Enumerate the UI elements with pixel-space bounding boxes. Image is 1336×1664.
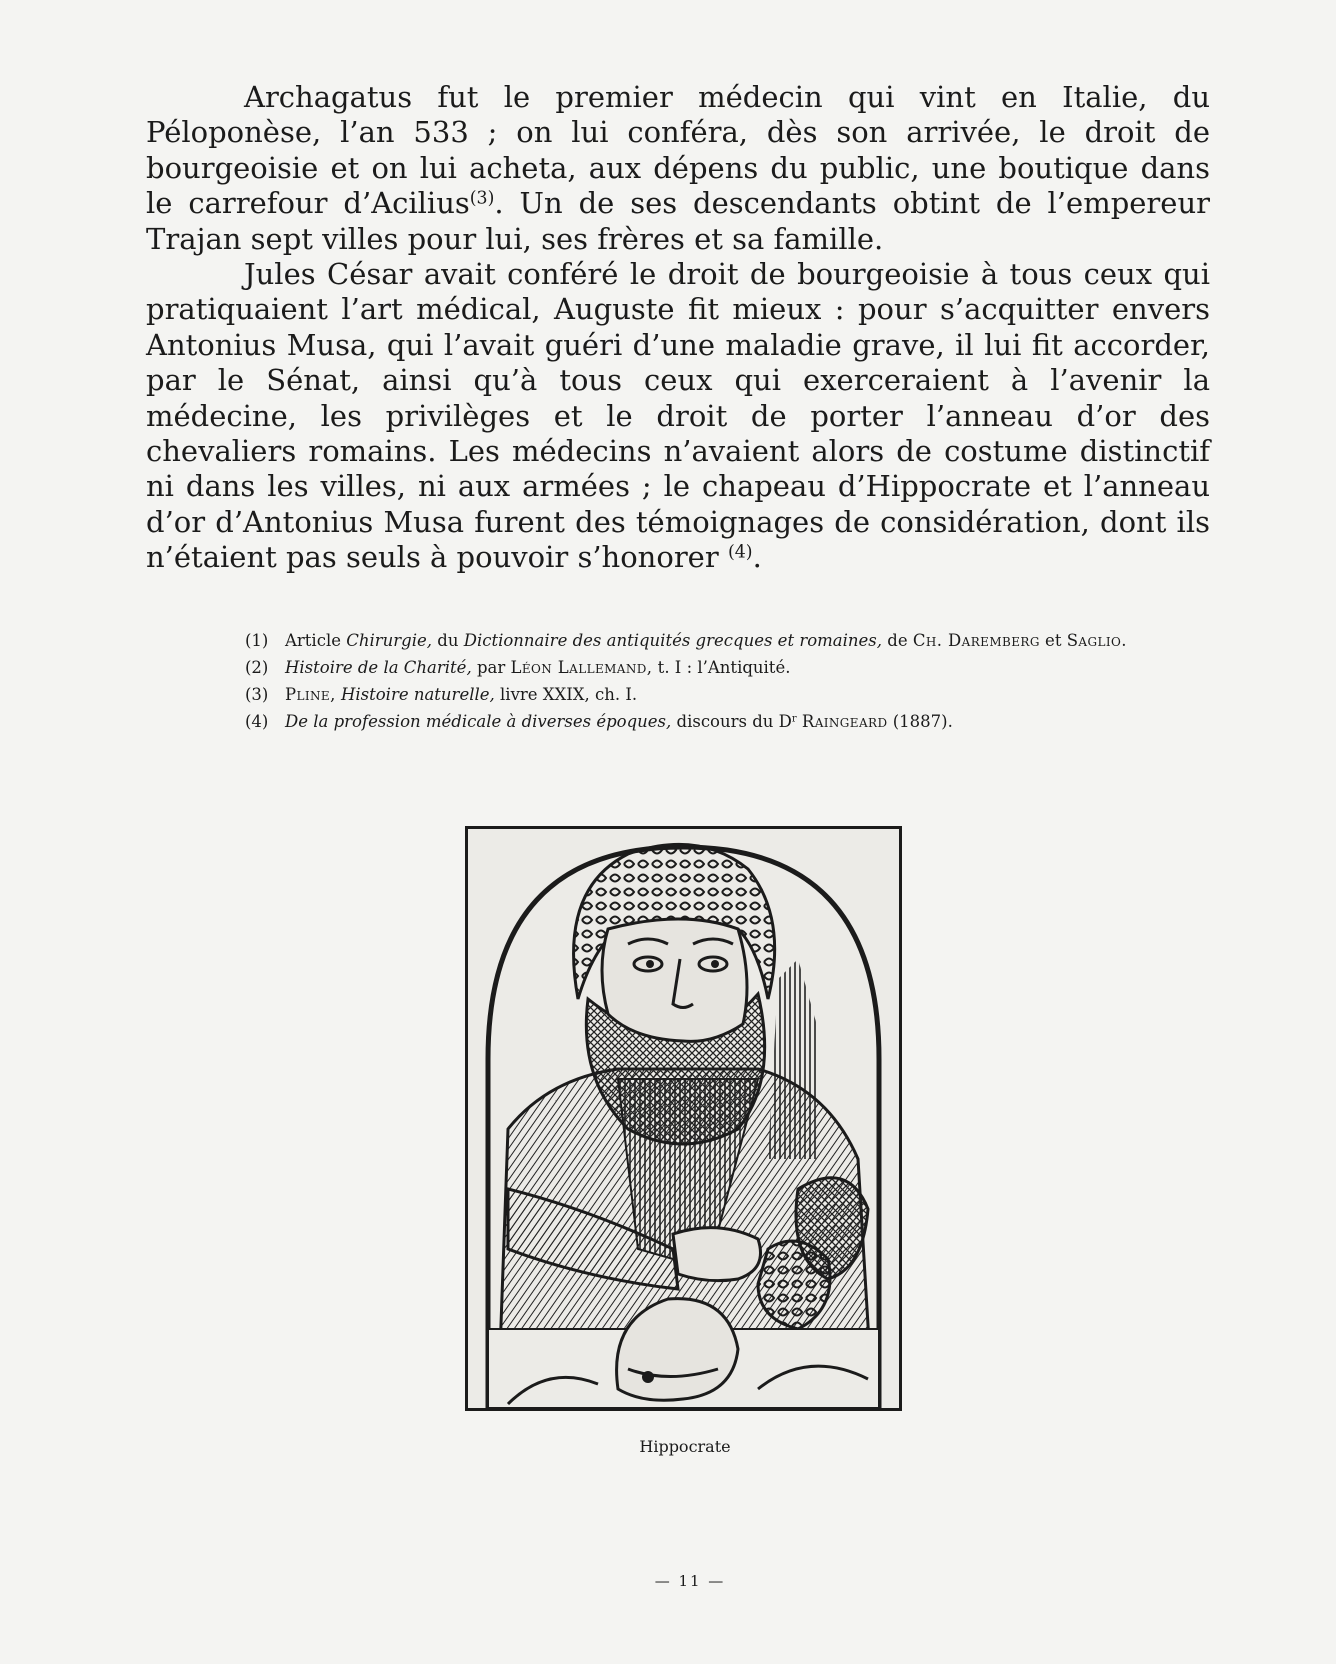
footnote-ref: (4)	[727, 542, 753, 563]
footnote-title: Dictionnaire des antiquités grecques et romaines,	[463, 631, 883, 650]
footnote-ref: (3)	[469, 188, 495, 209]
footnote-text: de	[882, 631, 913, 650]
footnote-text: et	[1039, 631, 1067, 650]
footnote-author: Raingeard	[801, 712, 888, 731]
footnote-number: (2)	[245, 658, 269, 677]
footnote-superscript: r	[791, 713, 797, 725]
body-text	[146, 80, 1210, 576]
footnote-number: (1)	[245, 631, 269, 650]
footnote-author: Ch. Daremberg	[912, 631, 1040, 650]
footnote-number: (3)	[245, 685, 269, 704]
footnote-author: Léon Lallemand,	[510, 658, 653, 677]
footnote-text: du	[432, 631, 464, 650]
footnote-author: Pline,	[285, 685, 336, 704]
footnote-text: livre XXIX, ch. I.	[494, 685, 638, 704]
footnote-text: (1887).	[887, 712, 953, 731]
figure-caption: Hippocrate	[639, 1437, 731, 1456]
page-number: — 11 —	[654, 1572, 726, 1590]
footnote-4	[245, 708, 1185, 735]
footnote-3	[245, 681, 1185, 708]
paragraph-text: Archagatus fut le premier médecin qui vint en Italie, du Péloponèse, l’an 533 ; on lui conféra, dès son arrivée, le droit de bourgeoisie et on lui acheta, aux dépens du public, une boutique dans le carrefour d’Acilius	[146, 80, 1210, 221]
paragraph-text: .	[752, 540, 762, 575]
paragraph-archagatus	[146, 80, 1210, 257]
paragraph-text: . Un de ses descendants obtint de l’empereur Trajan sept villes pour lui, ses frères et sa famille.	[146, 186, 1210, 256]
footnotes	[245, 627, 1185, 735]
footnote-text: Article	[285, 631, 347, 650]
footnote-title: Chirurgie,	[346, 631, 433, 650]
paragraph-text: Jules César avait conféré le droit de bourgeoisie à tous ceux qui pratiquaient l’art médical, Auguste fit mieux : pour s’acquitter envers Antonius Musa, qui l’avait guéri d’une maladie grave, il lui fit accorder, par le Sénat, ainsi qu’à tous ceux qui exerceraient à l’avenir la médecine, les privilèges et le droit de porter l’anneau d’or des chevaliers romains. Les médecins n’avaient alors de costume distinctif ni dans les villes, ni aux armées ; le chapeau d’Hippocrate et l’anneau d’or d’Antonius Musa furent des témoignages de considération, dont ils n’étaient pas seuls à pouvoir s’honorer	[146, 257, 1210, 575]
footnote-text: t. I : l’Antiquité.	[652, 658, 791, 677]
footnote-number: (4)	[245, 712, 269, 731]
footnote-title: De la profession médicale à diverses époques,	[285, 712, 672, 731]
footnote-2	[245, 654, 1185, 681]
hippocrates-engraving	[465, 826, 902, 1411]
footnote-title: Histoire naturelle,	[340, 685, 495, 704]
footnote-title: Histoire de la Charité,	[285, 658, 472, 677]
engraving-illustration	[468, 829, 899, 1408]
paragraph-jules-cesar	[146, 257, 1210, 576]
footnote-author: Saglio.	[1066, 631, 1127, 650]
footnote-text: par	[471, 658, 511, 677]
footnote-1	[245, 627, 1185, 654]
footnote-text: discours du D	[671, 712, 792, 731]
